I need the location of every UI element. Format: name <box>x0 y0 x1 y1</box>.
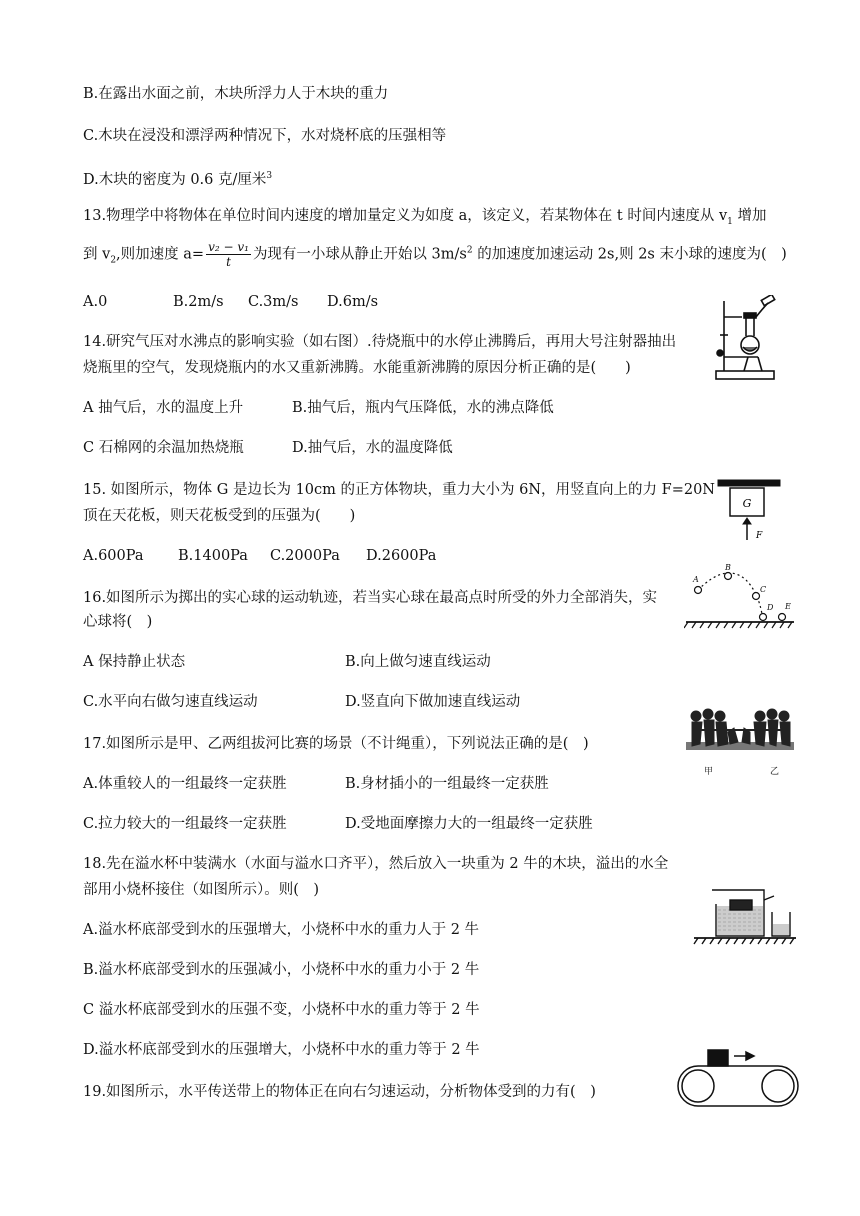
q16-option-b: B.向上做匀速直线运动 <box>345 654 491 670</box>
tug-of-war-figure <box>684 702 796 780</box>
q18-option-a: A.溢水杯底部受到水的压强增大，小烧杯中水的重力人于 2 牛 <box>83 922 480 938</box>
q12-option-b: B.在露出水面之前，木块所浮力人于木块的重力 <box>83 86 389 102</box>
q16-stem-line2: 心球将( ) <box>83 614 153 630</box>
force-label-f: F <box>756 531 763 541</box>
q12-option-d: D.木块的密度为 0.6 克/厘米$^3$ <box>83 171 273 188</box>
q15-option-c: C.2000Pa <box>270 548 340 564</box>
team-label-yi: 乙 <box>770 767 780 777</box>
q13-stem-line1: 13.物理学中将物体在单位时间内速度的增加量定义为如度 a，该定义，若某物体在 t 时间内速度从 $v_1$ 增加 <box>83 208 767 227</box>
q17-option-b: B.身材插小的一组最终一定获胜 <box>345 776 549 792</box>
boiling-flask-figure <box>712 295 780 383</box>
overflow-cup-figure <box>692 876 798 946</box>
q17-option-a: A.体重较人的一组最终一定获胜 <box>83 776 287 792</box>
q18-option-c: C 溢水杯底部受到水的压强不变，小烧杯中水的重力等于 2 牛 <box>83 1002 480 1018</box>
q13-option-b: B.2m/s <box>173 294 224 310</box>
q16-stem-line1: 16.如图所示为掷出的实心球的运动轨迹，若当实心球在最高点时所受的外力全部消失，实 <box>83 590 658 606</box>
q19-stem-line1: 19.如图所示，水平传送带上的物体正在向右匀速运动，分析物体受到的力有( ) <box>83 1084 596 1100</box>
q17-stem-line1: 17.如图所示是甲、乙两组拔河比赛的场景（不计绳重），下列说法正确的是( ) <box>83 736 589 752</box>
q13-stem-line2: 到 $v_2$,则加速度 a= $\frac{\text{v₂ − v₁}}{t}$ 为现有一小球从静止开始以 $3m/s^2$ 的加速度加速运动 2s,则 2s 末小球的速度为( ) <box>83 240 787 269</box>
q13-option-d: D.6m/s <box>327 294 379 310</box>
q15-stem-line2: 顶在天花板，则天花板受到的压强为( ) <box>83 508 356 524</box>
q18-option-d: D.溢水杯底部受到水的压强增大，小烧杯中水的重力等于 2 牛 <box>83 1042 480 1058</box>
q14-option-b: B.抽气后，瓶内气压降低，水的沸点降低 <box>292 400 554 416</box>
q15-option-d: D.2600Pa <box>366 548 437 564</box>
point-label-b: B <box>725 563 731 572</box>
ceiling-block-figure <box>716 478 786 546</box>
q18-stem-line1: 18.先在溢水杯中装满水（水面与溢水口齐平），然后放入一块重为 2 牛的木块，溢出的水全 <box>83 856 669 872</box>
point-label-e: E <box>785 602 791 611</box>
q14-stem-line1: 14.研究气压对水沸点的影响实验（如右图）.待烧瓶中的水停止沸腾后，再用大号注射器抽出 <box>83 334 677 350</box>
trajectory-figure <box>684 562 796 634</box>
q13-option-a: A.0 <box>83 294 108 310</box>
q15-stem-line1: 15. 如图所示，物体 G 是边长为 10cm 的正方体物块，重力大小为 6N，用竖直向上的力 F=20N <box>83 482 715 498</box>
q15-option-b: B.1400Pa <box>178 548 248 564</box>
point-label-c: C <box>760 585 767 594</box>
q17-option-c: C.拉力较大的一组最终一定获胜 <box>83 816 287 832</box>
point-label-a: A <box>693 575 699 584</box>
q12-option-c: C.木块在浸没和漂浮两种情况下，水对烧杯底的压强相等 <box>83 128 447 144</box>
team-label-jia: 甲 <box>704 767 714 777</box>
q16-option-d: D.竖直向下做加速直线运动 <box>345 694 521 710</box>
q13-option-c: C.3m/s <box>248 294 299 310</box>
block-label-g: G <box>742 497 752 510</box>
q16-option-a: A 保持静止状态 <box>83 654 186 670</box>
conveyor-belt-figure <box>676 1046 800 1108</box>
q17-option-d: D.受地面摩擦力大的一组最终一定获胜 <box>345 816 593 832</box>
point-label-d: D <box>767 603 774 612</box>
q18-stem-line2: 部用小烧杯接住（如图所示）。则( ) <box>83 882 320 898</box>
q14-stem-line2: 烧瓶里的空气，发现烧瓶内的水又重新沸腾。水能重新沸腾的原因分析正确的是( ) <box>83 360 631 376</box>
q14-option-c: C 石棉网的余温加热烧瓶 <box>83 440 244 456</box>
q18-option-b: B.溢水杯底部受到水的压强减小，小烧杯中水的重力小于 2 牛 <box>83 962 480 978</box>
q15-option-a: A.600Pa <box>83 548 144 564</box>
q16-option-c: C.水平向右做匀速直线运动 <box>83 694 258 710</box>
q14-option-a: A 抽气后，水的温度上升 <box>83 400 244 416</box>
acceleration-fraction: $\frac{\text{v₂ − v₁}}{t}$ <box>208 240 249 269</box>
q14-option-d: D.抽气后，水的温度降低 <box>292 440 453 456</box>
